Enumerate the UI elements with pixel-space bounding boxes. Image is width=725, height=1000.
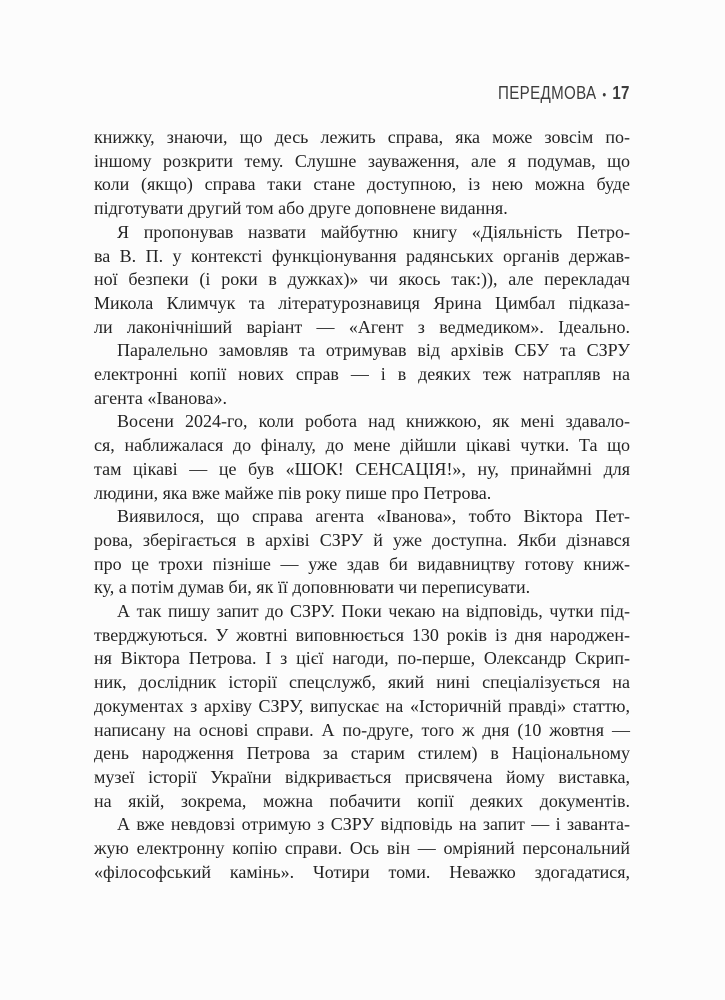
- text-line: ку, а потім думав би, як її доповнювати чи переписувати.: [94, 577, 531, 598]
- text-line: музеї історії України відкривається присвячена йому виставка,: [94, 766, 630, 787]
- text-line: іншому розкрити тему. Слушне зауваження, але я подумав, що: [94, 150, 630, 171]
- page-number: 17: [612, 83, 630, 103]
- text-line: ник, дослідник історії спецслужб, який нині спеціалізується на: [94, 672, 630, 693]
- text-line: Микола Климчук та літературознавиця Ярина Цимбал підказа-: [94, 292, 630, 313]
- paragraph: [94, 600, 630, 813]
- paragraph: [94, 339, 630, 410]
- text-line: ли лаконічніший варіант — «Агент з ведмедиком». Ідеально.: [94, 316, 630, 337]
- text-line: підготувати другий том або друге доповнене видання.: [94, 198, 508, 219]
- paragraph: [94, 505, 630, 600]
- text-line: людини, яка вже майже пів року пише про Петрова.: [94, 482, 492, 503]
- paragraph: [94, 813, 630, 884]
- text-line: написану на основі справи. А по-друге, того ж дня (10 жовтня —: [94, 719, 630, 740]
- text-line: ся, наближалася до фіналу, до мене дійшли цікаві чутки. Та що: [94, 435, 630, 456]
- paragraph: [94, 126, 630, 221]
- text-line: агента «Іванова».: [94, 387, 227, 408]
- text-line: Виявилося, що справа агента «Іванова», тобто Віктора Пет-: [117, 506, 630, 527]
- bullet-separator-icon: •: [602, 87, 607, 102]
- text-line: тверджуються. У жовтні виповнюється 130 років із дня народжен-: [94, 624, 630, 645]
- text-line: там цікаві — це був «ШОК! СЕНСАЦІЯ!», ну, принаймні для: [94, 458, 630, 479]
- text-line: ної безпеки (і роки в дужках)» чи якось так:)), але перекладач: [94, 269, 630, 290]
- text-line: на якій, зокрема, можна побачити копії деяких документів.: [94, 790, 630, 811]
- text-line: Восени 2024-го, коли робота над книжкою, як мені здавало-: [117, 411, 630, 432]
- section-title: ПЕРЕДМОВА: [498, 83, 597, 103]
- text-line: А вже невдовзі отримую з СЗРУ відповідь на запит — і заванта-: [117, 814, 630, 835]
- text-line: день народження Петрова за старим стилем) в Національному: [94, 743, 630, 764]
- text-line: документах з архіву СЗРУ, випускає на «Історичній правді» статтю,: [94, 695, 630, 716]
- running-header: [499, 83, 630, 104]
- text-line: про це трохи пізніше — уже здав би видавництву готову книж-: [94, 553, 630, 574]
- text-line: рова, зберігається в архіві СЗРУ й уже доступна. Якби дізнався: [94, 529, 630, 550]
- text-line: А так пишу запит до СЗРУ. Поки чекаю на відповідь, чутки під-: [117, 601, 630, 622]
- paragraph: [94, 410, 630, 505]
- text-line: жую електронну копію справи. Ось він — омріяний персональний: [94, 838, 630, 859]
- text-line: ня Віктора Петрова. І з цієї нагоди, по-перше, Олександр Скрип-: [94, 648, 630, 669]
- paragraph: [94, 221, 630, 340]
- text-line: книжку, знаючи, що десь лежить справа, яка може зовсім по-: [94, 127, 630, 147]
- text-line: Паралельно замовляв та отримував від архівів СБУ та СЗРУ: [117, 340, 630, 361]
- text-line: ва В. П. у контексті функціонування радянських органів держав-: [94, 245, 630, 266]
- text-line: коли (якщо) справа таки стане доступною, із нею можна буде: [94, 174, 630, 195]
- text-line: електронні копії нових справ — і в деяких теж натрапляв на: [94, 364, 630, 385]
- text-line: Я пропонував назвати майбутню книгу «Діяльність Петро-: [117, 221, 630, 242]
- text-column: [94, 126, 630, 885]
- text-line: «філософський камінь». Чотири томи. Неважко здогадатися,: [94, 861, 630, 882]
